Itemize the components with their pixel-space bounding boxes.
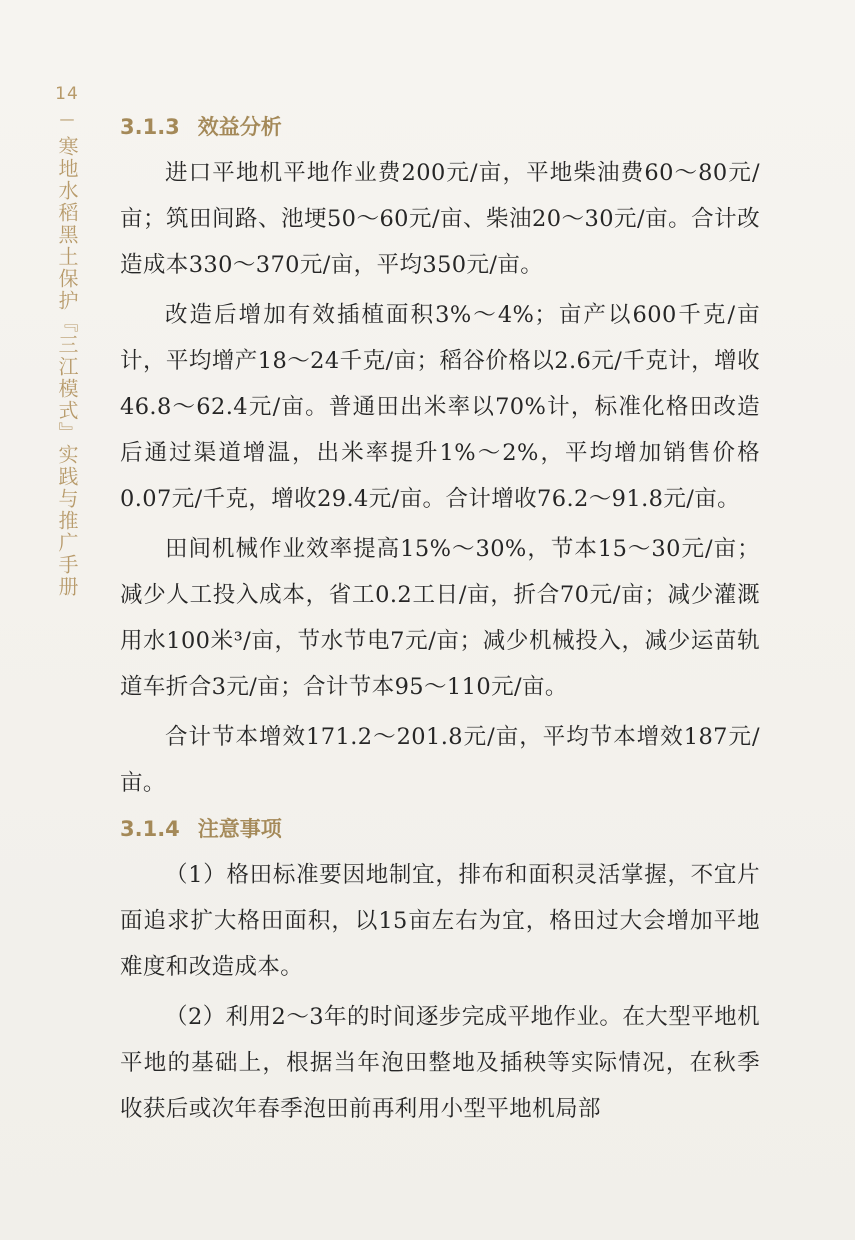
section-heading-3-1-3 xyxy=(120,104,760,150)
paragraph: 田间机械作业效率提高15%～30%，节本15～30元/亩；减少人工投入成本，省工0.2工日/亩，折合70元/亩；减少灌溉用水100米³/亩，节水节电7元/亩；减少机械投入，减少运苗轨道车折合3元/亩；合计节本95～110元/亩。 xyxy=(120,536,760,700)
section-title: 注意事项 xyxy=(197,817,282,841)
section-heading-3-1-4 xyxy=(120,806,760,852)
running-title: 寒地水稻黑土保护『三江模式』实践与推广手册 xyxy=(55,136,79,598)
section-title: 效益分析 xyxy=(197,115,282,139)
paragraph: 合计节本增效171.2～201.8元/亩，平均节本增效187元/亩。 xyxy=(120,724,760,796)
paragraph: 进口平地机平地作业费200元/亩，平地柴油费60～80元/亩；筑田间路、池埂50～60元/亩、柴油20～30元/亩。合计改造成本330～370元/亩，平均350元/亩。 xyxy=(120,160,760,278)
page-number: 14 xyxy=(55,84,79,104)
side-margin xyxy=(54,84,80,598)
paragraph: 改造后增加有效插植面积3%～4%；亩产以600千克/亩计，平均增产18～24千克/亩；稻谷价格以2.6元/千克计，增收46.8～62.4元/亩。普通田出米率以70%计，标准化格田改造后通过渠道增温，出米率提升1%～2%，平均增加销售价格0.07元/千克，增收29.4元/亩。合计增收76.2～91.8元/亩。 xyxy=(120,302,760,512)
paragraph: （2）利用2～3年的时间逐步完成平地作业。在大型平地机平地的基础上，根据当年泡田整地及插秧等实际情况，在秋季收获后或次年春季泡田前再利用小型平地机局部 xyxy=(120,1004,760,1122)
paragraph: （1）格田标准要因地制宜，排布和面积灵活掌握，不宜片面追求扩大格田面积，以15亩左右为宜，格田过大会增加平地难度和改造成本。 xyxy=(120,862,760,980)
page-content xyxy=(120,104,760,1132)
section-number: 3.1.4 xyxy=(120,817,180,841)
section-number: 3.1.3 xyxy=(120,115,180,139)
side-dash: — xyxy=(59,110,75,128)
